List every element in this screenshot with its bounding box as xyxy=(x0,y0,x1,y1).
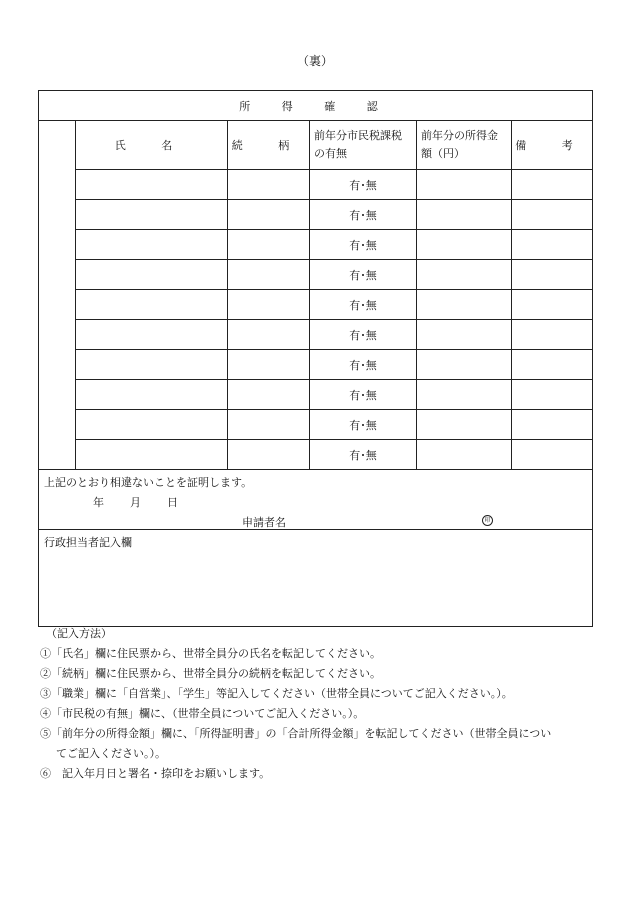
name-field[interactable] xyxy=(76,440,228,470)
form-title: 所 得 確 認 xyxy=(39,91,593,121)
income-field[interactable] xyxy=(417,200,512,230)
instructions-heading: （記入方法） xyxy=(46,627,112,640)
seal-icon: 印 xyxy=(482,515,493,526)
instructions xyxy=(40,624,600,784)
name-field[interactable] xyxy=(76,260,228,290)
remarks-field[interactable] xyxy=(512,440,593,470)
tax-yes-no-field[interactable]: 有･無 xyxy=(310,410,417,440)
table-row xyxy=(39,230,593,260)
tax-yes-no-field[interactable]: 有･無 xyxy=(310,170,417,200)
tax-yes-no-field[interactable]: 有･無 xyxy=(310,380,417,410)
name-field[interactable] xyxy=(76,290,228,320)
instruction-item-continued: てご記入ください。）。 xyxy=(56,747,166,760)
income-field[interactable] xyxy=(417,440,512,470)
income-field[interactable] xyxy=(417,350,512,380)
relation-field[interactable] xyxy=(228,380,310,410)
tax-yes-no-field[interactable]: 有･無 xyxy=(310,320,417,350)
relation-field[interactable] xyxy=(228,260,310,290)
name-field[interactable] xyxy=(76,320,228,350)
table-row xyxy=(39,410,593,440)
income-field[interactable] xyxy=(417,410,512,440)
name-field[interactable] xyxy=(76,230,228,260)
remarks-field[interactable] xyxy=(512,410,593,440)
relation-field[interactable] xyxy=(228,410,310,440)
income-confirmation-table xyxy=(38,90,593,627)
relation-field[interactable] xyxy=(228,230,310,260)
income-field[interactable] xyxy=(417,380,512,410)
instruction-item: ①「氏名」欄に住民票から、世帯全員分の氏名を転記してください。 xyxy=(40,647,381,660)
header-name: 氏 名 xyxy=(76,121,228,170)
table-row xyxy=(39,350,593,380)
name-field[interactable] xyxy=(76,170,228,200)
name-field[interactable] xyxy=(76,200,228,230)
certification-section xyxy=(39,470,593,530)
income-field[interactable] xyxy=(417,290,512,320)
remarks-field[interactable] xyxy=(512,380,593,410)
remarks-field[interactable] xyxy=(512,260,593,290)
table-row xyxy=(39,440,593,470)
relation-field[interactable] xyxy=(228,290,310,320)
tax-yes-no-field[interactable]: 有･無 xyxy=(310,260,417,290)
instruction-item: ⑥ 記入年月日と署名・捺印をお願いします。 xyxy=(40,767,271,780)
table-row xyxy=(39,170,593,200)
instruction-item: ③「職業」欄に「自営業」、「学生」等記入してください（世帯全員についてご記入ください。）。 xyxy=(40,687,513,700)
admin-section[interactable] xyxy=(39,530,593,627)
header-tax: 前年分市民税課税の有無 xyxy=(310,121,417,170)
applicant-name-label: 申請者名 xyxy=(242,516,286,529)
relation-field[interactable] xyxy=(228,320,310,350)
side-column xyxy=(39,121,76,470)
name-field[interactable] xyxy=(76,380,228,410)
income-field[interactable] xyxy=(417,260,512,290)
tax-yes-no-field[interactable]: 有･無 xyxy=(310,440,417,470)
table-row xyxy=(39,320,593,350)
remarks-field[interactable] xyxy=(512,200,593,230)
income-field[interactable] xyxy=(417,170,512,200)
tax-yes-no-field[interactable]: 有･無 xyxy=(310,350,417,380)
day-label: 日 xyxy=(167,496,178,509)
instruction-item: ④「市民税の有無」欄に、（世帯全員についてご記入ください。）。 xyxy=(40,707,365,720)
relation-field[interactable] xyxy=(228,170,310,200)
income-field[interactable] xyxy=(417,230,512,260)
table-row xyxy=(39,200,593,230)
instruction-item: ⑤「前年分の所得金額」欄に、「所得証明書」の「合計所得金額」を転記してください（世帯全員につい xyxy=(40,727,552,740)
tax-yes-no-field[interactable]: 有･無 xyxy=(310,200,417,230)
tax-yes-no-field[interactable]: 有･無 xyxy=(310,230,417,260)
page-side-label: （裏） xyxy=(296,54,333,68)
date-line xyxy=(93,494,204,510)
admin-section-label: 行政担当者記入欄 xyxy=(44,536,132,549)
remarks-field[interactable] xyxy=(512,170,593,200)
year-label: 年 xyxy=(93,496,104,509)
remarks-field[interactable] xyxy=(512,230,593,260)
tax-yes-no-field[interactable]: 有･無 xyxy=(310,290,417,320)
instruction-item: ②「続柄」欄に住民票から、世帯全員分の続柄を転記してください。 xyxy=(40,667,381,680)
name-field[interactable] xyxy=(76,410,228,440)
header-income: 前年分の所得金額（円） xyxy=(417,121,512,170)
relation-field[interactable] xyxy=(228,440,310,470)
certification-statement: 上記のとおり相違ないことを証明します。 xyxy=(44,476,253,489)
month-label: 月 xyxy=(130,496,141,509)
remarks-field[interactable] xyxy=(512,320,593,350)
table-row xyxy=(39,380,593,410)
header-remarks: 備 考 xyxy=(512,121,593,170)
relation-field[interactable] xyxy=(228,350,310,380)
remarks-field[interactable] xyxy=(512,290,593,320)
remarks-field[interactable] xyxy=(512,350,593,380)
relation-field[interactable] xyxy=(228,200,310,230)
income-field[interactable] xyxy=(417,320,512,350)
table-row xyxy=(39,260,593,290)
header-relation: 続 柄 xyxy=(228,121,310,170)
table-row xyxy=(39,290,593,320)
name-field[interactable] xyxy=(76,350,228,380)
